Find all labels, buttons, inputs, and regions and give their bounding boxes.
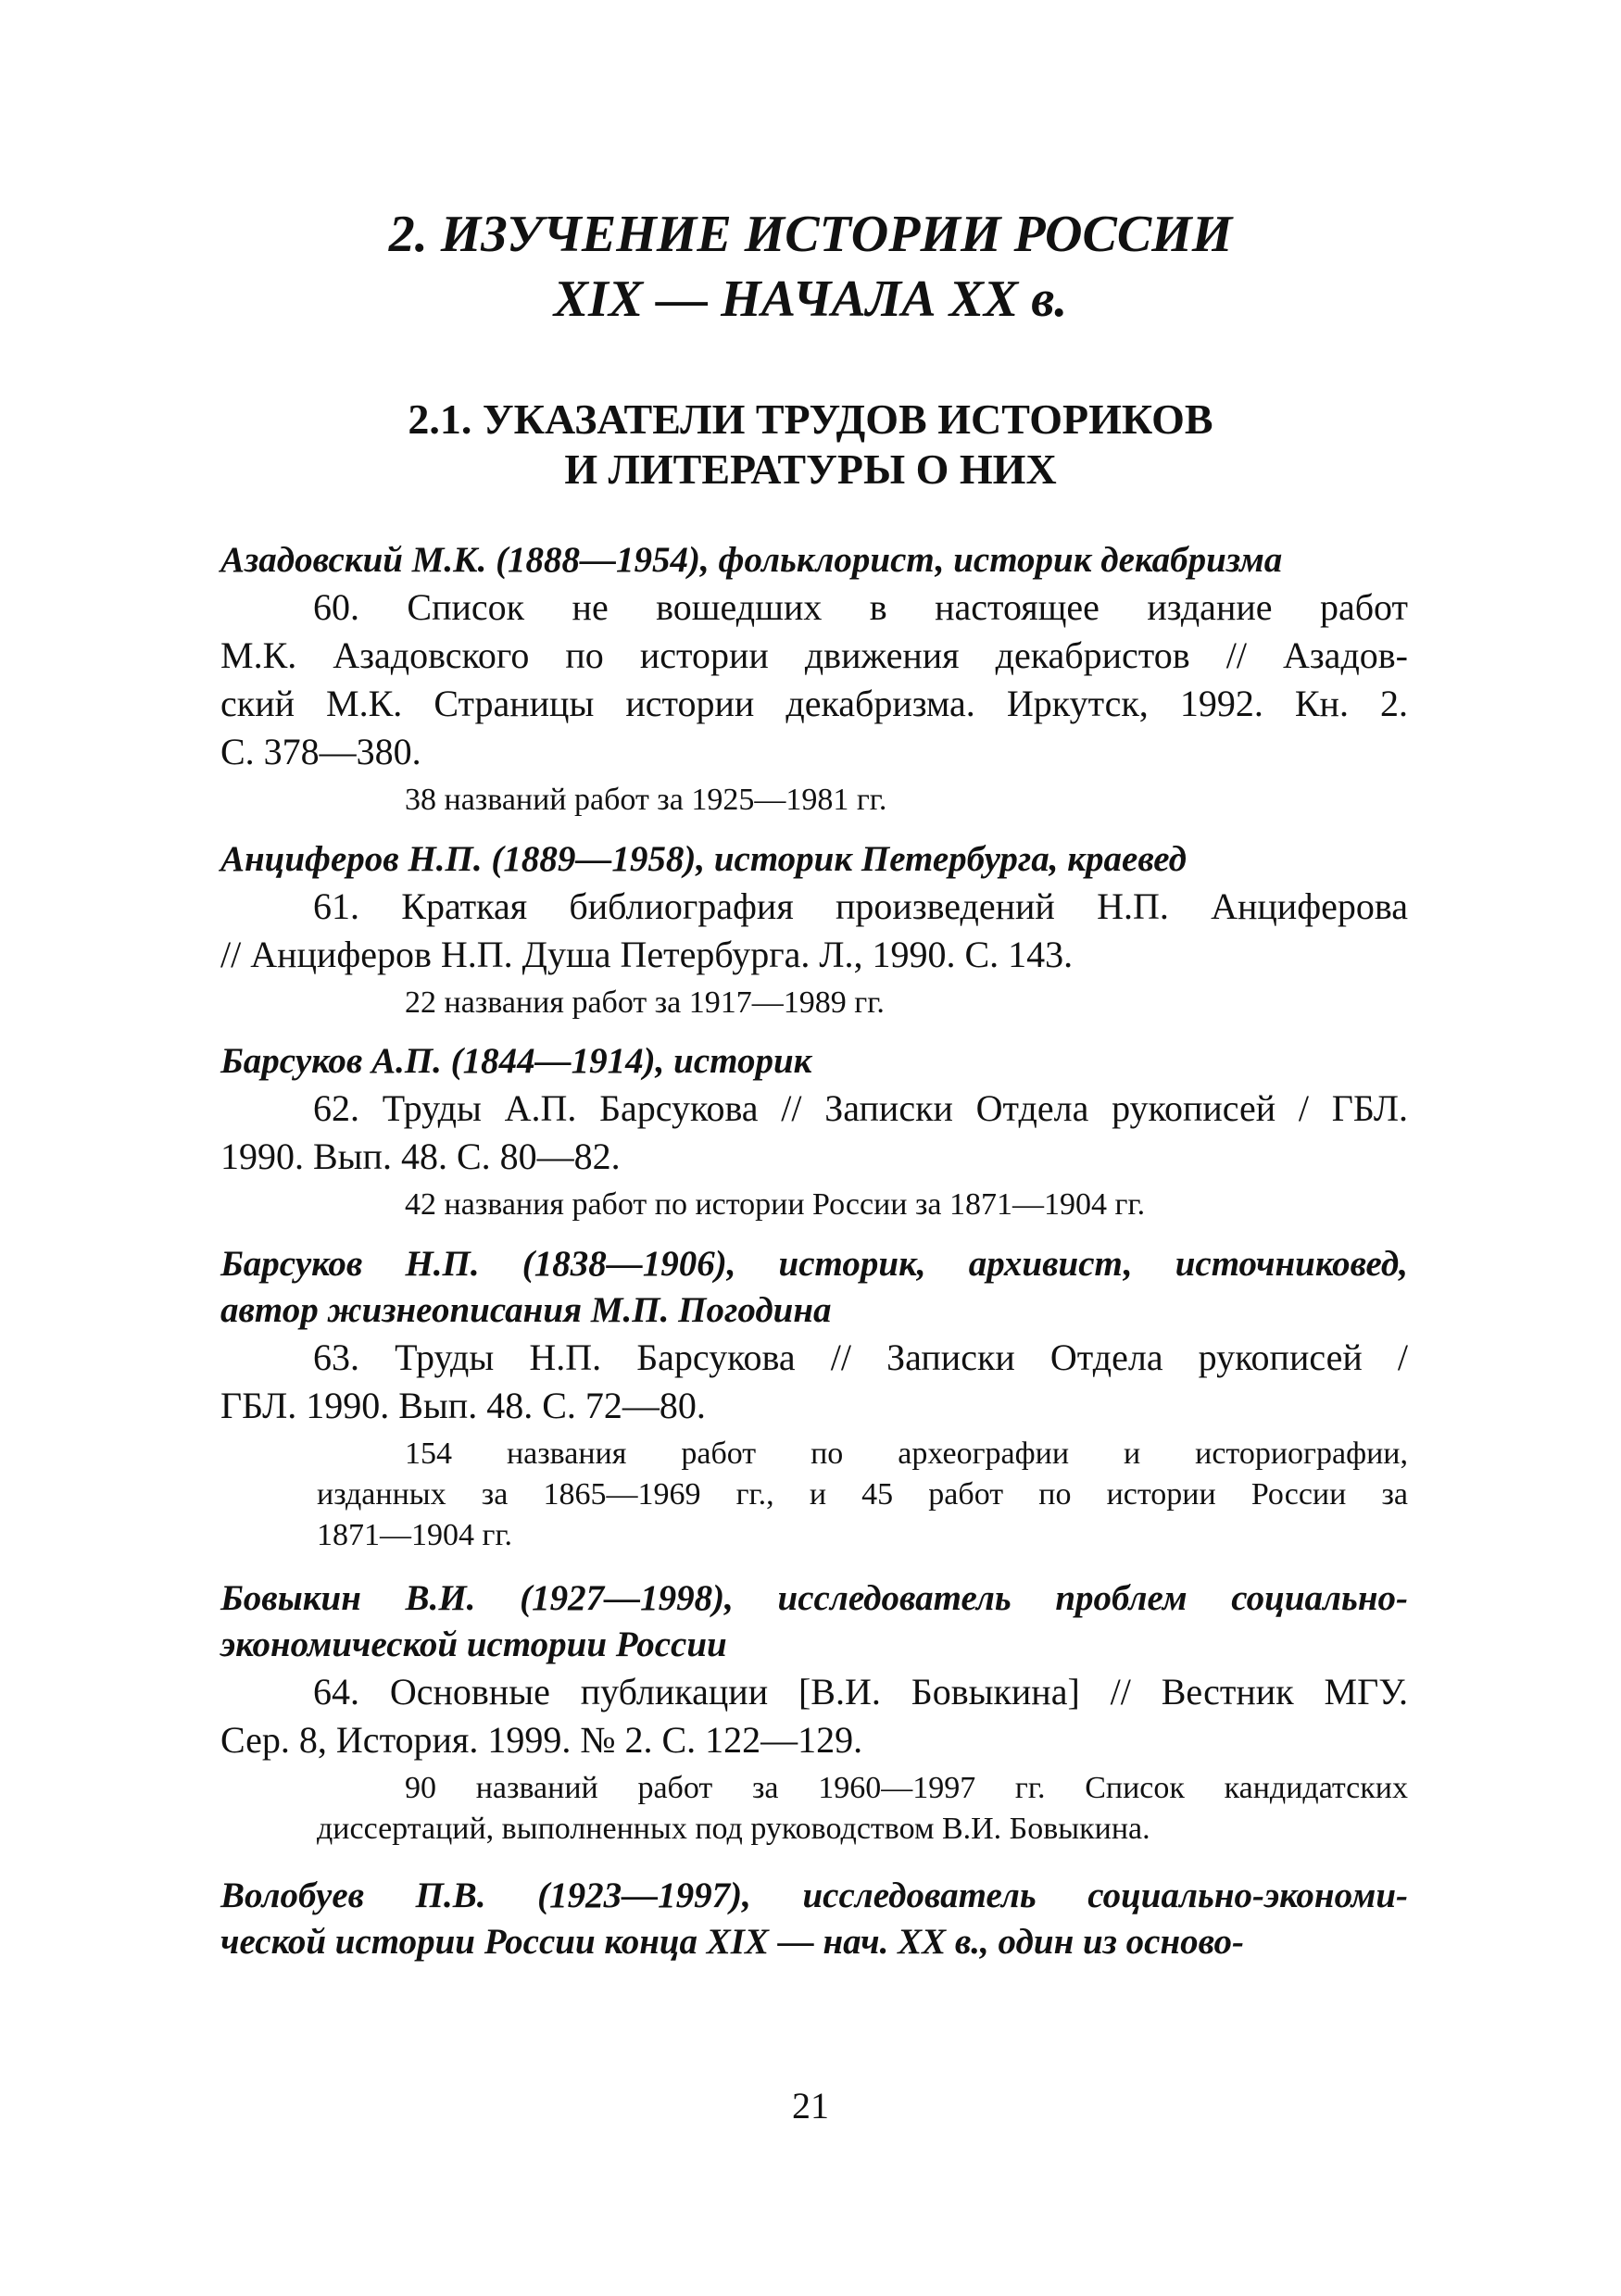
entry-citation-line: ГБЛ. 1990. Вып. 48. С. 72—80. bbox=[220, 1385, 706, 1426]
entry-citation-line: 64. Основные публикации [В.И. Бовыкина] // Вестник МГУ. bbox=[313, 1671, 1408, 1713]
entry-annotation-line: 42 названия работ по истории России за 1871—1904 гг. bbox=[405, 1187, 1146, 1222]
entry-citation-line: С. 378—380. bbox=[220, 731, 421, 772]
bibliography-entry bbox=[220, 1575, 1408, 1850]
chapter-title bbox=[0, 202, 1621, 332]
entry-citation-line: Сер. 8, История. 1999. № 2. С. 122—129. bbox=[220, 1719, 863, 1761]
entry-heading: Волобуев П.В. (1923—1997), исследователь социально-экономи- bbox=[220, 1876, 1408, 1915]
entry-heading: Азадовский М.К. (1888—1954), фольклорист, историк декабризма bbox=[220, 540, 1283, 580]
section-title-line: 2.1. УКАЗАТЕЛИ ТРУДОВ ИСТОРИКОВ bbox=[408, 395, 1213, 443]
entry-annotation-line: 1871—1904 гг. bbox=[317, 1518, 513, 1552]
entry-annotation bbox=[220, 1434, 1408, 1556]
entry-annotation bbox=[220, 1768, 1408, 1850]
entry-heading: Барсуков А.П. (1844—1914), историк bbox=[220, 1041, 812, 1081]
entry-heading: экономической истории России bbox=[220, 1625, 727, 1664]
bibliography-entry bbox=[220, 1038, 1408, 1225]
entry-heading: автор жизнеописания М.П. Погодина bbox=[220, 1290, 832, 1330]
page-number: 21 bbox=[792, 2085, 829, 2127]
entry-citation-line: 61. Краткая библиография произведений Н.П. Анциферова bbox=[313, 885, 1408, 927]
entry-heading: Анциферов Н.П. (1889—1958), историк Петербурга, краевед bbox=[220, 839, 1187, 879]
entry-annotation-line: 38 названий работ за 1925—1981 гг. bbox=[405, 783, 887, 817]
entry-annotation-line: 154 названия работ по археографии и историографии, bbox=[405, 1437, 1408, 1471]
entry-annotation bbox=[220, 780, 1408, 821]
entry-annotation-line: 90 названий работ за 1960—1997 гг. Список кандидатских bbox=[405, 1771, 1408, 1805]
entry-citation-line: М.К. Азадовского по истории движения декабристов // Азадов- bbox=[220, 634, 1408, 676]
entry-citation-line: // Анциферов Н.П. Душа Петербурга. Л., 1990. С. 143. bbox=[220, 934, 1074, 975]
entry-citation-line: 63. Труды Н.П. Барсукова // Записки Отдела рукописей / bbox=[313, 1336, 1408, 1378]
bibliography-entry bbox=[220, 1873, 1408, 1965]
bibliography-entry bbox=[220, 836, 1408, 1023]
entry-annotation-line: изданных за 1865—1969 гг., и 45 работ по истории России за bbox=[317, 1477, 1408, 1512]
bibliography-entry bbox=[220, 1241, 1408, 1556]
entry-annotation-line: 22 названия работ за 1917—1989 гг. bbox=[405, 985, 885, 1020]
entry-annotation-line: диссертаций, выполненных под руководством В.И. Бовыкина. bbox=[317, 1812, 1150, 1846]
entry-annotation bbox=[220, 983, 1408, 1023]
entry-citation-line: 1990. Вып. 48. С. 80—82. bbox=[220, 1135, 621, 1177]
entry-heading: Бовыкин В.И. (1927—1998), исследователь проблем социально- bbox=[220, 1578, 1408, 1618]
section-title bbox=[0, 395, 1621, 495]
chapter-title-line: XIX — НАЧАЛА XX в. bbox=[553, 270, 1068, 328]
bibliography-entry bbox=[220, 537, 1408, 821]
entry-annotation bbox=[220, 1185, 1408, 1225]
chapter-title-line: 2. ИЗУЧЕНИЕ ИСТОРИИ РОССИИ bbox=[388, 206, 1233, 263]
entry-heading: ческой истории России конца XIX — нач. XX в., один из осново- bbox=[220, 1922, 1244, 1962]
entry-heading: Барсуков Н.П. (1838—1906), историк, архивист, источниковед, bbox=[220, 1244, 1408, 1284]
entry-citation-line: ский М.К. Страницы истории декабризма. Иркутск, 1992. Кн. 2. bbox=[220, 683, 1408, 724]
section-title-line: И ЛИТЕРАТУРЫ О НИХ bbox=[564, 445, 1057, 493]
entry-citation-line: 62. Труды А.П. Барсукова // Записки Отдела рукописей / ГБЛ. bbox=[313, 1087, 1408, 1129]
entry-citation-line: 60. Список не вошедших в настоящее издание работ bbox=[313, 586, 1408, 628]
